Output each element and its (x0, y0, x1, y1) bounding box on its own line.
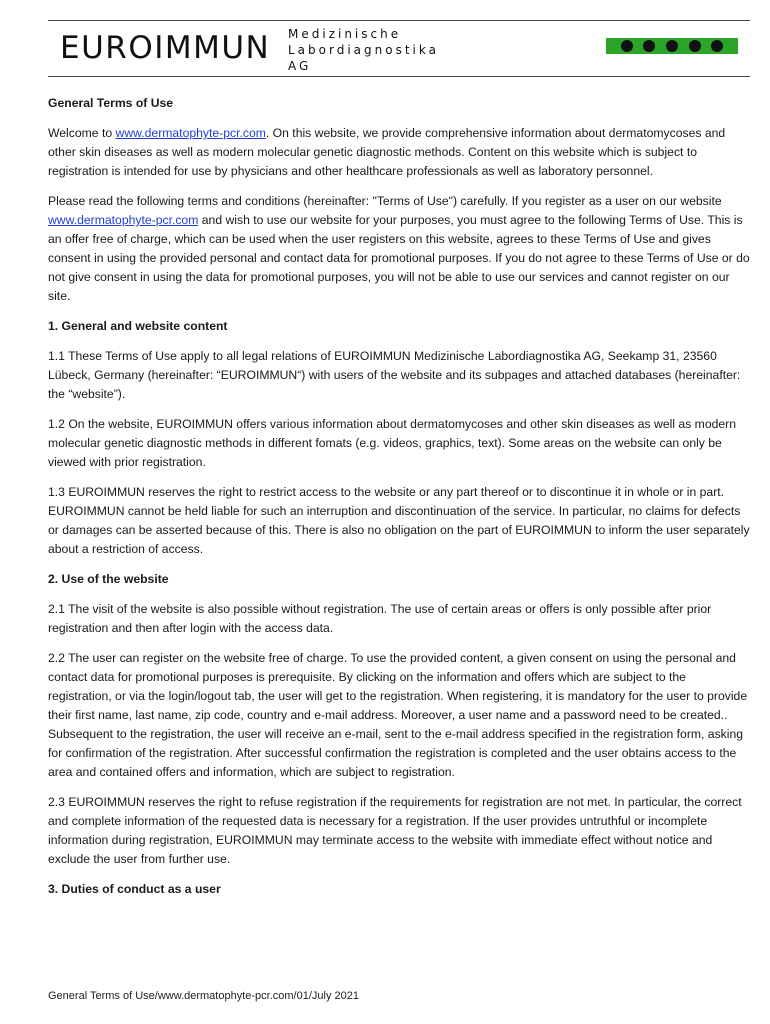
clause-paragraph: 2.2 The user can register on the website free of charge. To use the provided content, a given consent on using the personal and contact data for promotional purposes is prerequisite. By clicking on the information and offers which are subject to the registration, or via the login/logout tab, the user will get to the registration. When registering, it is mandatory for the user to provide their first name, last name, zip code, country and e-mail address. Moreover, a user name and a password need to be created.. Subsequent to the registration, the user will receive an e-mail, sent to the e-mail address specified in the registration form, asking for confirmation of the registration. After successful confirmation the registration is completed and the user obtains access to the area and contained offers and information, which are subject to registration. (48, 651, 748, 779)
section-heading: 2. Use of the website (48, 572, 169, 586)
intro-text-pre: Welcome to (48, 126, 116, 140)
euroimmun-logo: EUROIMMUN (60, 30, 271, 66)
clause-paragraph: 1.1 These Terms of Use apply to all legal relations of EUROIMMUN Medizinische Labordiagnostika AG, Seekamp 31, 23560 Lübeck, Germany (hereinafter: “EUROIMMUN“) with users of the website and its subpages and attached databases (hereinafter: the “website”). (48, 349, 741, 401)
please-read-paragraph (48, 192, 750, 306)
intro-text-post: . On this website, we provide comprehensive information about dermatomycoses and other skin diseases as well as modern molecular genetic diagnostic methods. Content on this website which is subject to registration is intended for use by physicians and other healthcare professionals as well as laboratory personnel. (48, 126, 726, 178)
company-line: Medizinische (288, 27, 402, 41)
please-read-text-pre: Please read the following terms and conditions (hereinafter: "Terms of Use") carefully. If you register as a user on our website (48, 194, 722, 208)
brand-dot (643, 40, 655, 52)
header-bottom-rule (48, 76, 750, 77)
clause-paragraph: 2.3 EUROIMMUN reserves the right to refuse registration if the requirements for registration are not met. In particular, the correct and complete information of the requested data is necessary for a registration. If the user provides untruthful or incomplete information during registration, EUROIMMUN may terminate access to the website with immediate effect without notice and exclude the user from further use. (48, 795, 742, 866)
brand-dot-bar (606, 38, 738, 54)
website-link[interactable]: www.dermatophyte-pcr.com (115, 126, 266, 140)
brand-dot (689, 40, 701, 52)
section-heading: 3. Duties of conduct as a user (48, 882, 221, 896)
clause-paragraph: 1.2 On the website, EUROIMMUN offers various information about dermatomycoses and other skin diseases as well as modern molecular genetic diagnostic methods in different fomats (e.g. videos, graphics, text). Some areas on the website can only be viewed with prior registration. (48, 417, 736, 469)
brand-dot (711, 40, 723, 52)
website-link[interactable]: www.dermatophyte-pcr.com (48, 213, 199, 227)
please-read-text-post: and wish to use our website for your purposes, you must agree to the following Terms of Use. This is an offer free of charge, which can be used when the user registers on this website, agrees to these Terms of Use and gives consent in using the provided personal and contact data for promotional purposes. If you do not agree to these Terms of Use or do not give consent in using the data for promotional purposes, you will not be able to use our services and cannot register on our site. (48, 213, 750, 303)
header-top-rule (48, 20, 750, 21)
section-heading: 1. General and website content (48, 319, 228, 333)
company-line: AG (288, 59, 312, 73)
document-title: General Terms of Use (48, 96, 174, 110)
clause-paragraph: 1.3 EUROIMMUN reserves the right to restrict access to the website or any part thereof or to discontinue it in whole or in part. EUROIMMUN cannot be held liable for such an interruption and discontinuation of the service. In particular, no claims for defects or damages can be asserted because of this. There is also no obligation on the part of EUROIMMUN to inform the user separately about a restriction of access. (48, 485, 750, 556)
company-line: Labordiagnostika (288, 43, 439, 57)
page-footer: General Terms of Use/www.dermatophyte-pcr.com/01/July 2021 (48, 990, 359, 1002)
company-name (288, 26, 439, 74)
document-body (48, 94, 750, 910)
brand-dot (621, 40, 633, 52)
intro-paragraph (48, 124, 750, 181)
brand-dot (666, 40, 678, 52)
clause-paragraph: 2.1 The visit of the website is also possible without registration. The use of certain areas or offers is only possible after prior registration and then after login with the access data. (48, 602, 712, 635)
